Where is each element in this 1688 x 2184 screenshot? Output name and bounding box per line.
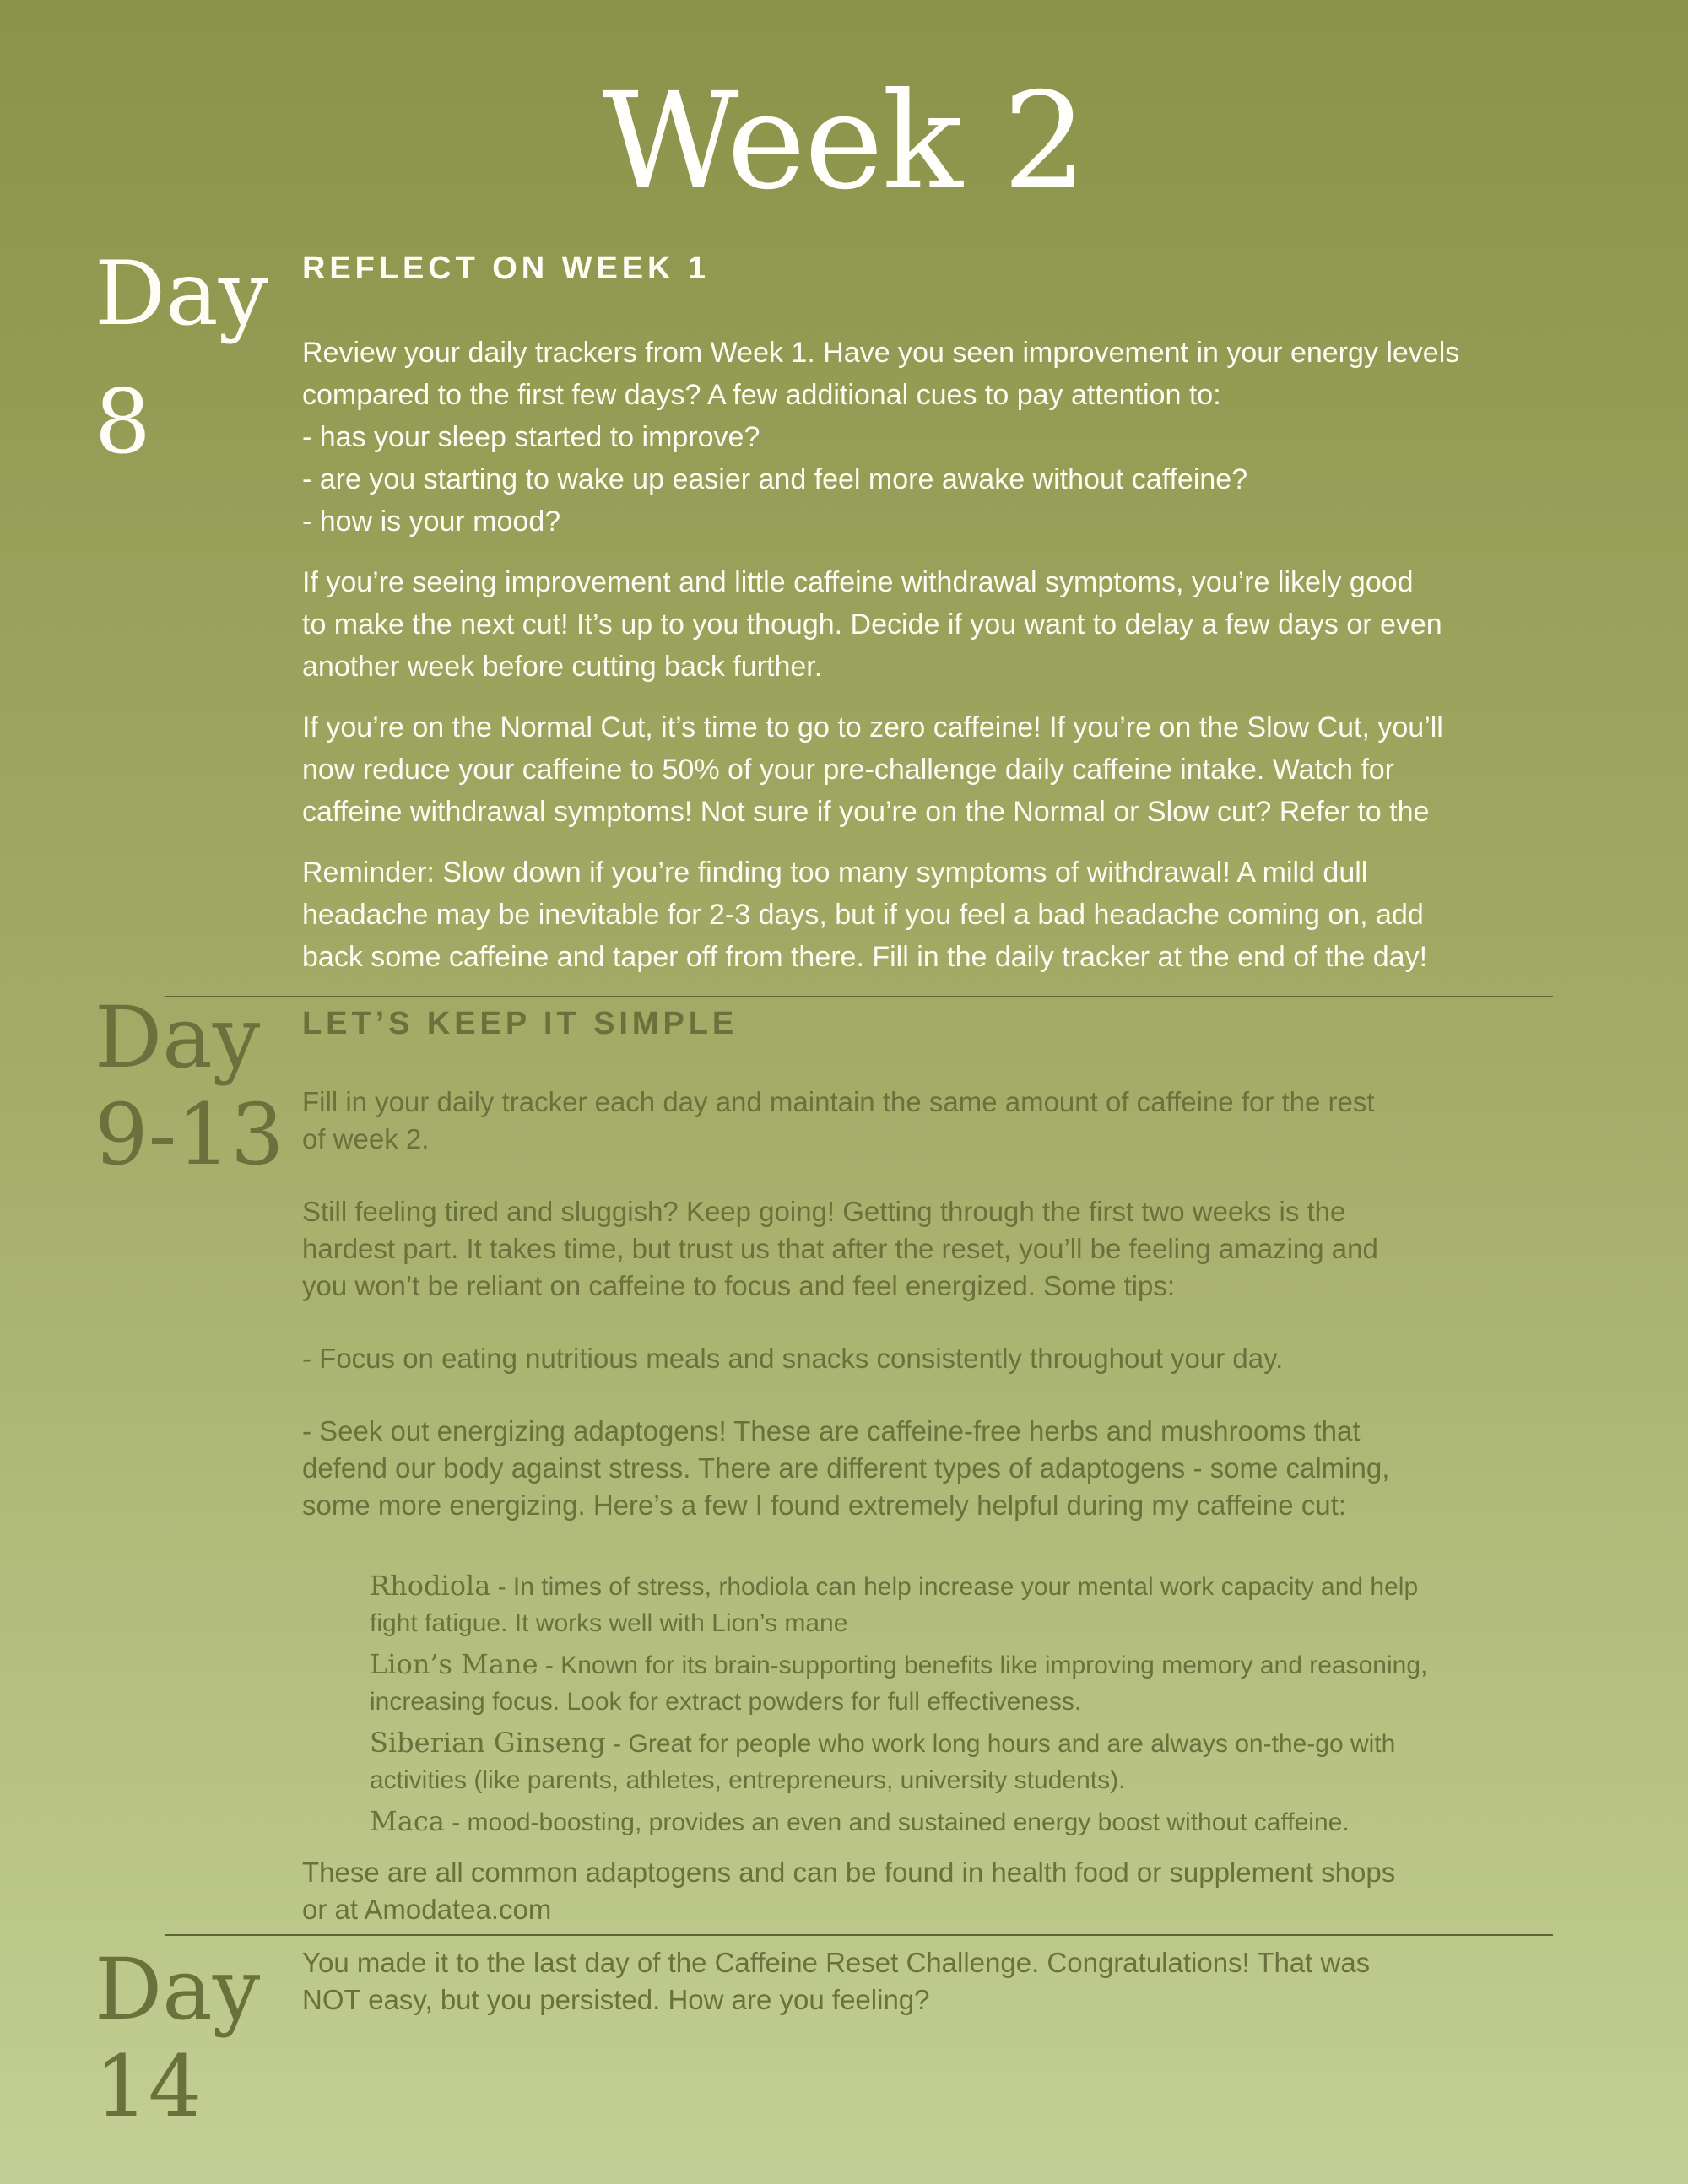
day9-13-body bbox=[302, 1084, 1653, 1928]
day8-label: Day 8 bbox=[95, 242, 269, 473]
day14-label: Day 14 bbox=[95, 1940, 261, 2136]
adaptogen-description: - Known for its brain-supporting benefits like improving memory and reasoning, increasing focus. Look for extract powders for full effectiveness. bbox=[370, 1652, 1428, 1716]
day14-paragraph: You made it to the last day of the Caffeine Reset Challenge. Congratulations! That was NOT easy, but you persisted. How are you feeling? bbox=[302, 1947, 1371, 2015]
day8-paragraph: Review your daily trackers from Week 1. Have you seen improvement in your energy levels compared to the first few days? A few additional cues to pay attention to: - has your sleep started to improve? - are you starting to wake up easier and feel more awake without caffeine? - how is your mood? bbox=[302, 337, 1460, 538]
section-divider bbox=[165, 996, 1553, 997]
adaptogen-item bbox=[370, 1803, 1653, 1841]
day9-13-paragraph: - Seek out energizing adaptogens! These are caffeine-free herbs and mushrooms that defend our body against stress. There are different types of adaptogens - some calming, some more energizing. Here’s a few I found extremely helpful during my caffeine cut: bbox=[302, 1415, 1390, 1521]
day8-paragraph: If you’re seeing improvement and little caffeine withdrawal symptoms, you’re likely good to make the next cut! It’s up to you though. Decide if you want to delay a few days or even another week before cutting back further. bbox=[302, 566, 1442, 683]
day8-paragraph: Reminder: Slow down if you’re finding too many symptoms of withdrawal! A mild dull headache may be inevitable for 2-3 days, but if you feel a bad headache coming on, add back some caffeine and taper off from there. Fill in the daily tracker at the end of the day! bbox=[302, 857, 1428, 973]
day9-13-label: Day 9-13 bbox=[95, 988, 284, 1184]
day9-13-paragraph: Still feeling tired and sluggish? Keep going! Getting through the first two weeks is the hardest part. It takes time, but trust us that after the reset, you’ll be feeling amazing and you won’t be reliant on caffeine to focus and feel energized. Some tips: bbox=[302, 1196, 1378, 1301]
adaptogen-name: Lion’s Mane bbox=[370, 1648, 538, 1680]
day8-body bbox=[302, 332, 1653, 997]
adaptogen-item bbox=[370, 1725, 1653, 1798]
day9-13-paragraph: - Focus on eating nutritious meals and snacks consistently throughout your day. bbox=[302, 1343, 1284, 1374]
day9-13-closing-paragraph: These are all common adaptogens and can be found in health food or supplement shops or at Amodatea.com bbox=[302, 1857, 1396, 1925]
adaptogen-name: Rhodiola bbox=[370, 1570, 491, 1602]
adaptogen-name: Siberian Ginseng bbox=[370, 1727, 606, 1759]
day8-heading: REFLECT ON WEEK 1 bbox=[302, 251, 710, 286]
adaptogen-item bbox=[370, 1568, 1653, 1641]
adaptogen-list bbox=[370, 1568, 1653, 1841]
day8-paragraph: If you’re on the Normal Cut, it’s time to go to zero caffeine! If you’re on the Slow Cut, you’ll now reduce your caffeine to 50% of your pre-challenge daily caffeine intake. Watch for caffeine withdrawal symptoms! Not sure if you’re on the Normal or Slow cut? Refer to the bbox=[302, 711, 1443, 828]
day14-body bbox=[302, 1944, 1653, 2019]
adaptogen-name: Maca bbox=[370, 1805, 445, 1837]
section-divider bbox=[165, 1934, 1553, 1936]
day9-13-heading: LET’S KEEP IT SIMPLE bbox=[302, 1006, 738, 1041]
adaptogen-description: - Great for people who work long hours and are always on-the-go with activities (like parents, athletes, entrepreneurs, university students). bbox=[370, 1730, 1396, 1794]
adaptogen-item bbox=[370, 1646, 1653, 1720]
day9-13-paragraph: Fill in your daily tracker each day and maintain the same amount of caffeine for the rest of week 2. bbox=[302, 1086, 1375, 1154]
adaptogen-description: - mood-boosting, provides an even and sustained energy boost without caffeine. bbox=[452, 1808, 1350, 1836]
page-title: Week 2 bbox=[602, 64, 1086, 219]
adaptogen-description: - In times of stress, rhodiola can help increase your mental work capacity and help fight fatigue. It works well with Lion’s mane bbox=[370, 1573, 1419, 1637]
